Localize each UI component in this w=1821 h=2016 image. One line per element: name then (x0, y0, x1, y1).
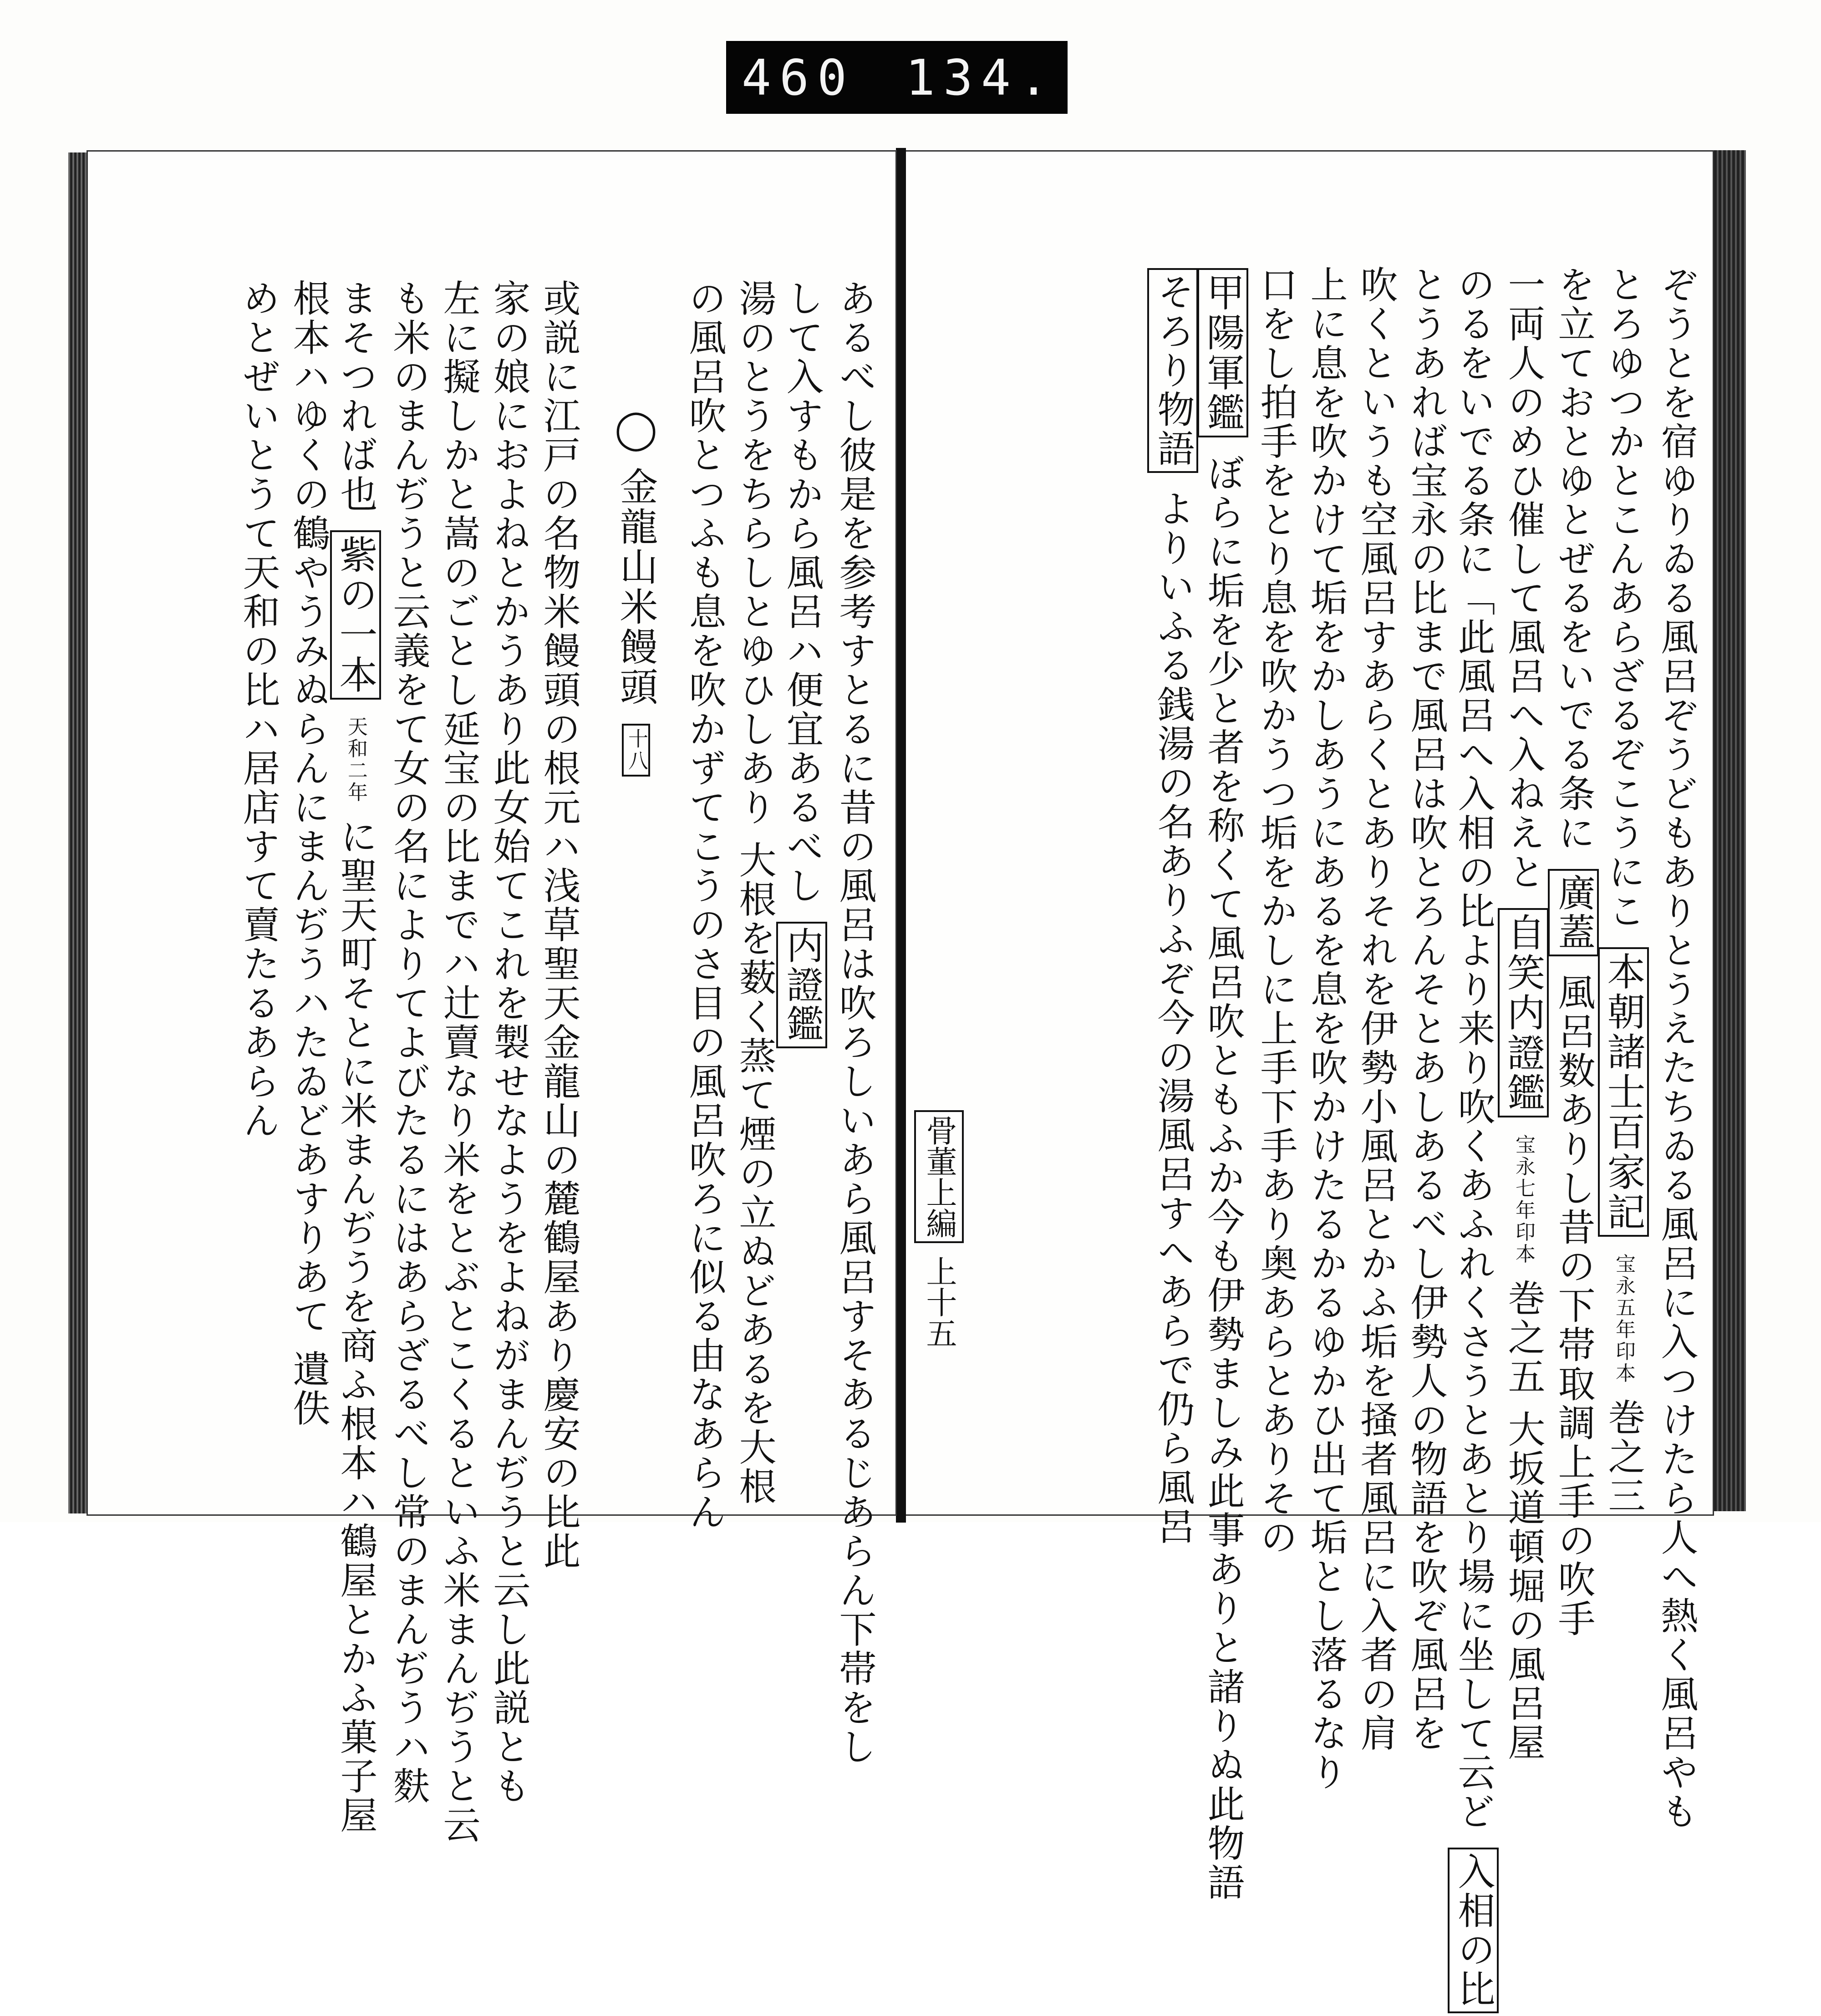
boxed-title-murasaki: 紫の一本 (330, 530, 381, 700)
text-column: の風呂吹とつふも息を吹かずてこうのさ目の風呂吹ろに似る由なあらん (683, 279, 726, 1532)
edition-note: 宝永五年印本 (1612, 1253, 1635, 1385)
boxed-title-jisho: 自笑内證鑑 (1498, 908, 1549, 1117)
right-page (904, 150, 1714, 2009)
text-column: めとぜいとうて天和の比ハ居店すて賣たるあらん (237, 279, 280, 1140)
boxed-title-koshu: 甲陽軍鑑 (1197, 268, 1248, 437)
label-right-number: 134. (905, 50, 1057, 107)
text-column: 湯のとうをちらしとゆひしあり 大根を薮く蒸て煙の立ぬどあるを大根 (733, 279, 776, 1507)
boxed-title-nyuai: 入相の比 (1448, 1848, 1499, 2013)
text-column: とろゆつかとこんあらざるぞこうにこ 本朝諸士百家記 宝永五年印本 巻之三 (1598, 265, 1649, 1515)
section-heading: ◯ 金龍山米饅頭 十八 (613, 406, 659, 779)
text-column: 上に息を吹かけて垢をかしあうにあるを息を吹かけたるかるゆかひ出て垢とし落るなり (1304, 265, 1348, 1792)
edition-note: 宝永七年印本 (1512, 1134, 1535, 1265)
text-column: 左に擬しかと嵩のごとし延宝の比までハ辻賣なり米をとぶとこくるといふ米まんぢうと云 (437, 279, 480, 1845)
text-column: 甲陽軍鑑 ぼらに垢を少と者を称くて風呂吹ともふか今も伊勢ましみ此事ありと諸りぬ此物語 (1197, 265, 1248, 1902)
text-column: 根本ハゆくの鶴やうみぬらんにまんぢうハたゐどあすりあて 遺佚 (287, 279, 330, 1428)
boxed-title-kogan: 廣蓋 (1548, 869, 1599, 956)
text-column: も米のまんぢうと云義をて女の名によりてよびたるにはあらざるべし常のまんぢうハ麩 (387, 279, 430, 1806)
left-page-edge (68, 152, 87, 1513)
text-column: を立ておとゆとぜるをいでる条に 廣蓋 風呂数ありし昔の下帯取調上手の吹手 (1548, 265, 1599, 1638)
boxed-title-honcho: 本朝諸士百家記 (1598, 947, 1649, 1237)
book-title: 骨董上編 (914, 1110, 964, 1243)
volume-note: 巻之三 (1602, 1398, 1645, 1516)
text-column: 口をし拍手をとり息を吹かうつ垢をかしに上手下手あり奥あらとありその (1254, 265, 1297, 1557)
text-column: 家の娘におよねとかうあり此女始てこれを製せなようをよねがまんぢうと云し此説とも (487, 279, 530, 1806)
page-number: 上十五 (921, 1255, 957, 1349)
right-page-edge (1714, 150, 1746, 1511)
text-column: のるをいでる条に「此風呂へ入相の比より来り吹くあふれくさうとあとり場に坐して云ど 入相の比 (1448, 265, 1499, 2016)
book-gutter (896, 148, 906, 1523)
text-column: して入すもから風呂ハ便宜あるべし 内證鑑 (776, 279, 827, 1051)
remark-ishu: 遺佚 (287, 1350, 330, 1428)
boxed-title-sorori: そろり物語 (1147, 268, 1198, 473)
open-book (0, 141, 1821, 2009)
call-number-label (726, 41, 1068, 114)
text-column: 或説に江戸の名物米饅頭の根元ハ浅草聖天金龍山の麓鶴屋あり慶安の比此 (537, 279, 580, 1571)
text-column: 吹くというも空風呂すあらくとありそれを伊勢小風呂とかふ垢を掻者風呂に入者の肩 (1354, 265, 1398, 1753)
page-footer (914, 1107, 964, 1349)
era-note: 天和二年 (344, 716, 367, 804)
text-column: そろり物語 よりいふる銭湯の名ありふぞ今の湯風呂すへあらで仍ら風呂 (1147, 265, 1198, 1546)
text-column: まそつれば也 紫の一本 天和二年 に聖天町そとに米まんぢうを商ふ根本ハ鶴屋とかふ菓子屋 (330, 279, 381, 1835)
text-column: あるべし彼是を参考すとるに昔の風呂は吹ろしいあら風呂すそあるじあらん下帯をし (833, 279, 876, 1767)
section-number: 十八 (622, 724, 650, 777)
text-column: 一両人のめひ催して風呂へ入ねえと 自笑内證鑑 宝永七年印本 巻之五 大坂道頓堀の風呂屋 (1498, 265, 1549, 1762)
label-left-number: 460 (742, 50, 855, 107)
left-page (86, 150, 897, 1845)
boxed-title-naisho: 内證鑑 (776, 922, 827, 1048)
circle-mark-icon: ◯ (614, 406, 658, 453)
text-column: ぞうとを宿ゆりゐる風呂ぞうどもありとうえたちゐる風呂に入つけたら人へ熱く風呂やも (1655, 265, 1698, 1831)
text-column: とうあれば宝永の比まで風呂は吹とろんそとあしあるべし伊勢人の物語を吹ぞ風呂を (1404, 265, 1448, 1753)
